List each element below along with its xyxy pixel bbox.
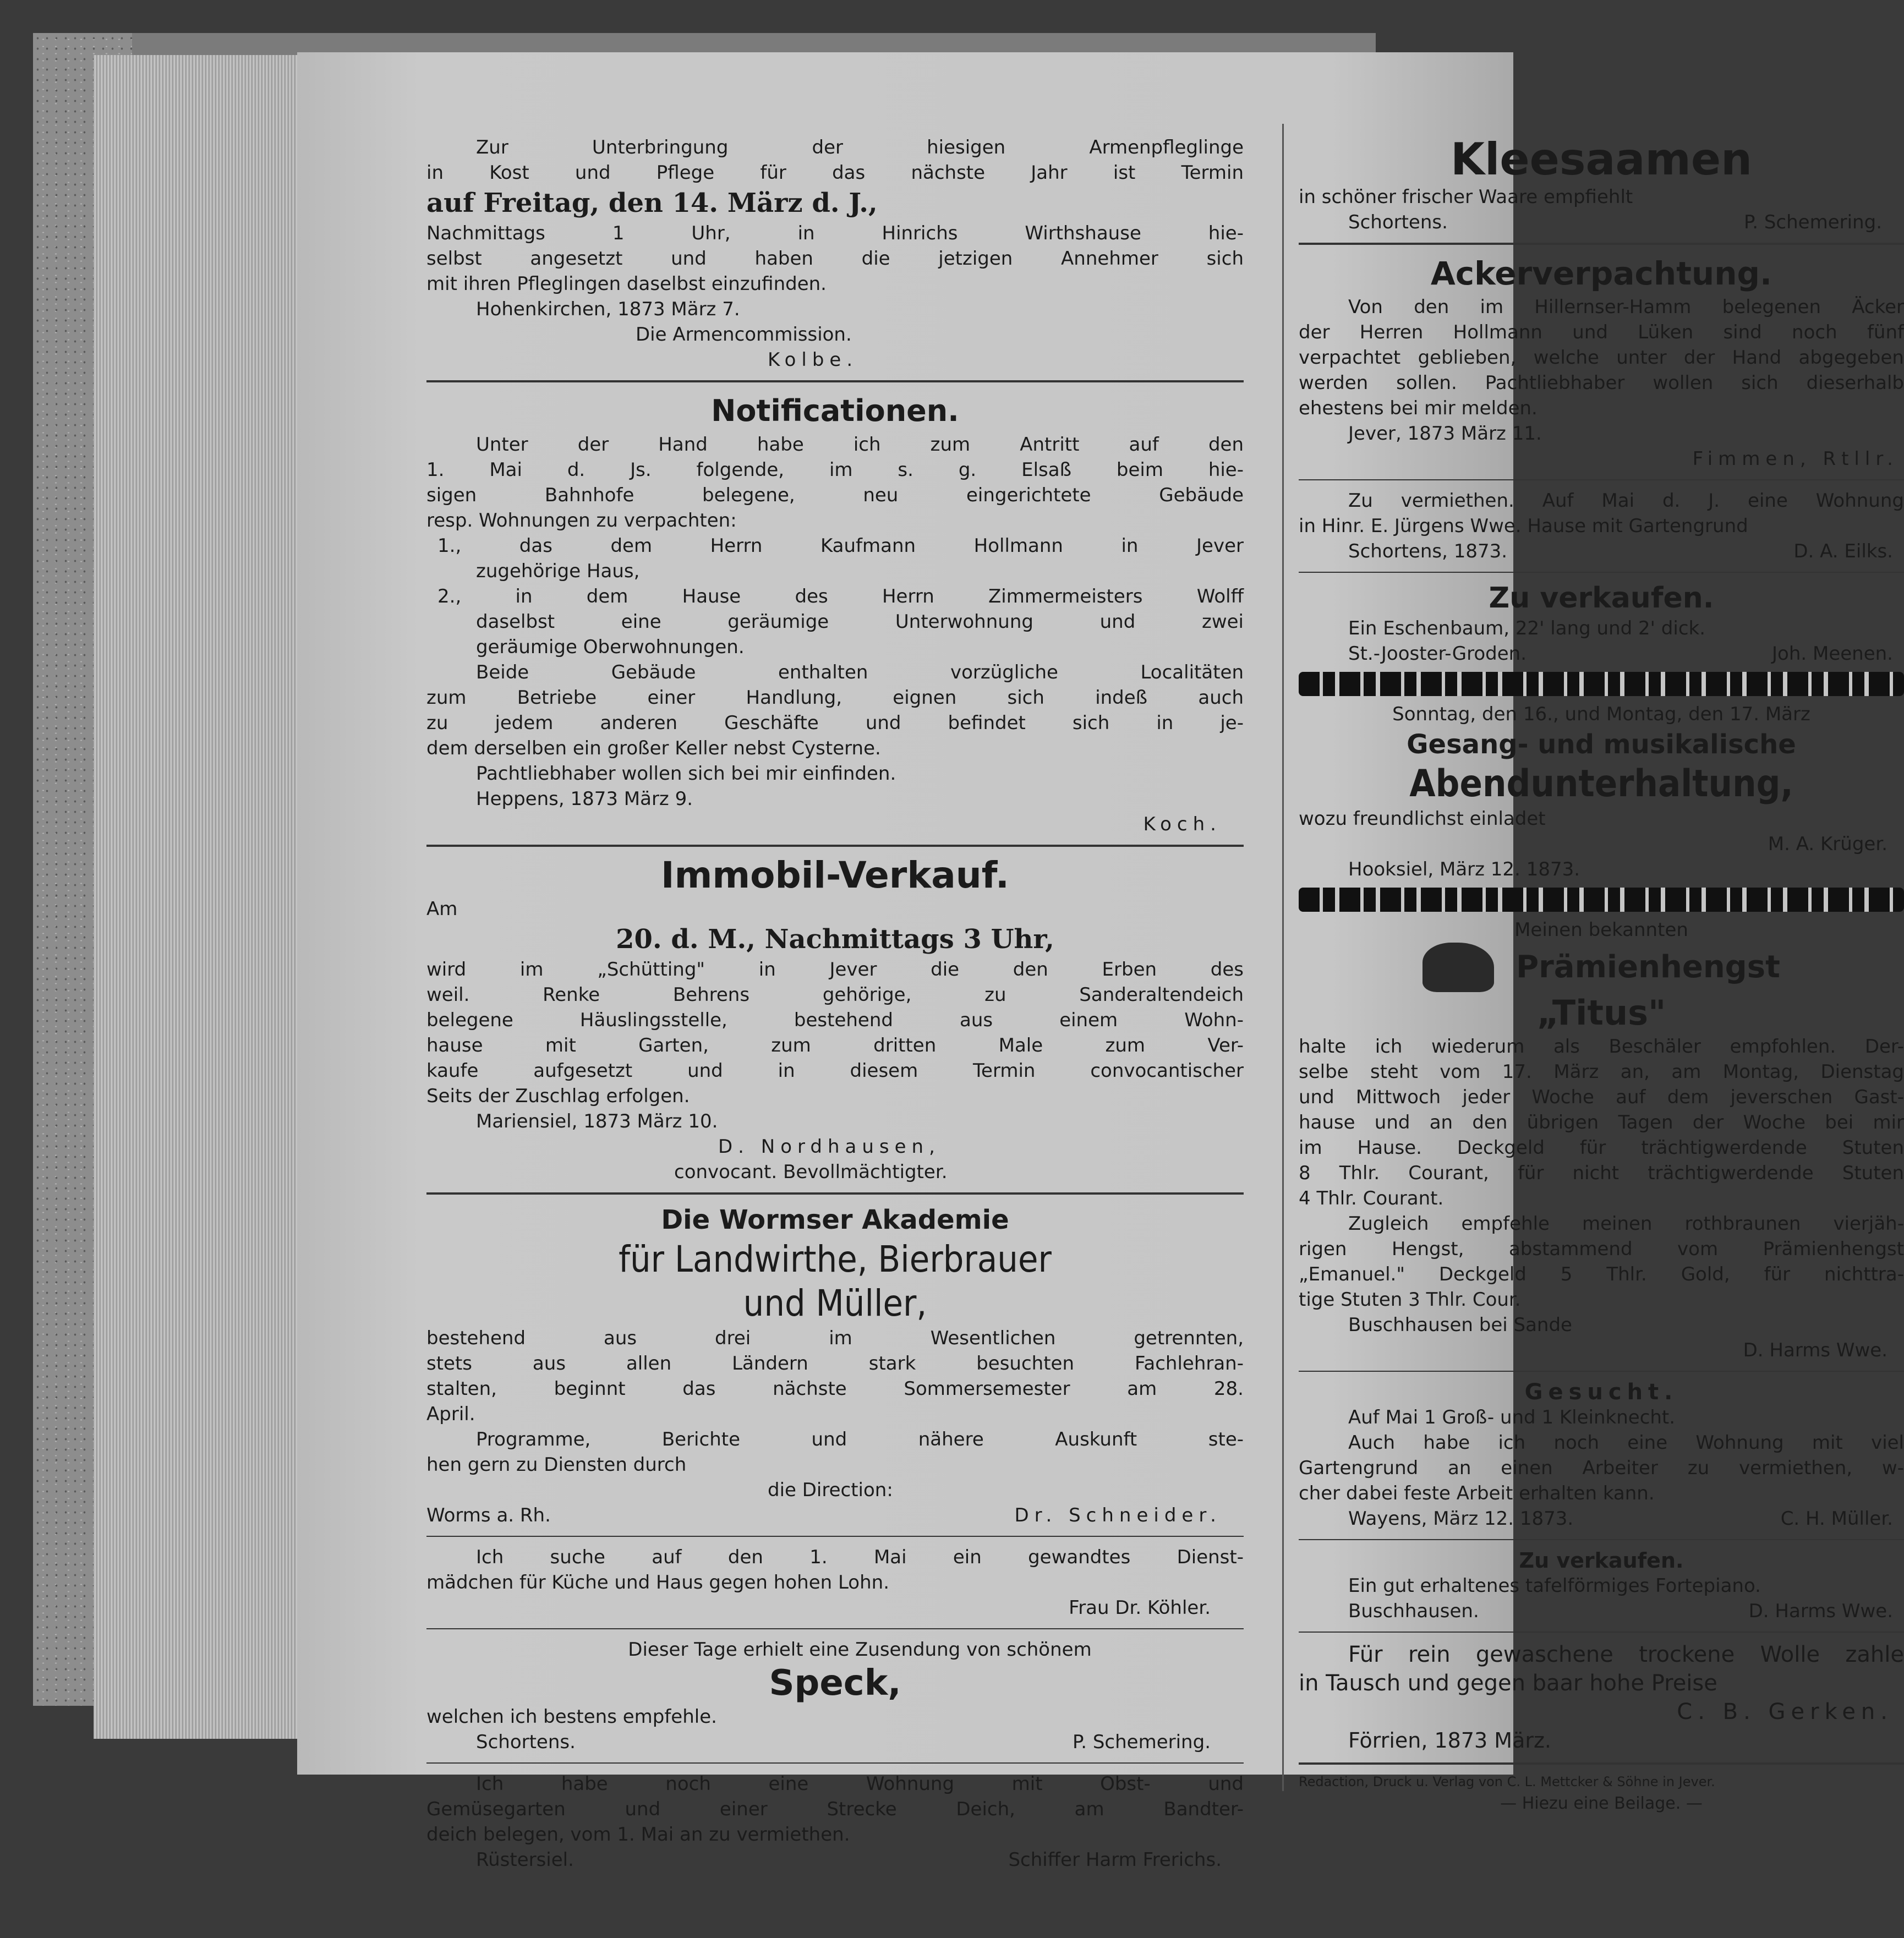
signature: Koch.: [1143, 813, 1222, 835]
notice-headline: für Landwirthe, Bierbrauer: [619, 1238, 1052, 1280]
text-line: Ich habe noch eine Wohnung mit Obst- und: [476, 1773, 1244, 1795]
organization: Die Armencommission.: [636, 324, 852, 346]
notice-immobil-verkauf: [426, 855, 1244, 1185]
divider: [426, 845, 1244, 847]
text-line: zugehörige Haus,: [476, 560, 640, 582]
signature: D. Harms Wwe.: [1748, 1600, 1893, 1622]
text-line: Nachmittags 1 Uhr, in Hinrichs Wirthshause hie-: [426, 222, 1244, 244]
place-date: Hohenkirchen, 1873 März 7.: [476, 298, 740, 320]
text-line: April.: [426, 1403, 475, 1425]
newspaper-page: [297, 52, 1904, 1871]
text-line: Seits der Zuschlag erfolgen.: [426, 1085, 690, 1107]
notice-headline: auf Freitag, den 14. März d. J.,: [426, 188, 878, 218]
text-line: Beide Gebäude enthalten vorzügliche Localitäten: [476, 661, 1244, 683]
signature: Fimmen, Rtllr.: [1692, 448, 1898, 470]
text-line: bestehend aus drei im Wesentlichen getrennten,: [426, 1327, 1244, 1349]
signature: Frau Dr. Köhler.: [1069, 1597, 1211, 1619]
notice-armenpflege: [426, 135, 1244, 373]
text-line: „Emanuel." Deckgeld 5 Thlr. Gold, für nichttra-: [1299, 1263, 1904, 1285]
signature-role: convocant. Bevollmächtigter.: [674, 1161, 948, 1183]
notice-wolle: [1299, 1640, 1904, 1755]
place-signature-row: [1299, 539, 1904, 564]
text-line: wird im „Schütting" in Jever die den Erben des: [426, 959, 1244, 981]
divider: [1299, 1539, 1904, 1540]
text-line: Ich suche auf den 1. Mai ein gewandtes Dienst-: [476, 1546, 1244, 1568]
imprint: Redaction, Druck u. Verlag von C. L. Mettcker & Söhne in Jever.: [1299, 1774, 1715, 1789]
divider: [426, 1628, 1244, 1629]
place-date: Hooksiel, März 12. 1873.: [1348, 858, 1580, 880]
notice-eschenbaum: [1299, 581, 1904, 666]
text-line: mit ihren Pfleglingen daselbst einzufinden.: [426, 273, 827, 295]
notice-title: Die Wormser Akademie: [661, 1205, 1009, 1235]
supplement-note: — Hiezu eine Beilage. —: [1500, 1794, 1703, 1813]
text-line: Zu vermiethen. Auf Mai d. J. eine Wohnung: [1348, 490, 1904, 512]
text-line: Programme, Berichte und nähere Auskunft ste-: [476, 1428, 1244, 1450]
notice-headline: Prämienhengst: [1516, 949, 1780, 985]
text-line: Dieser Tage erhielt eine Zusendung von schönem: [628, 1639, 1092, 1661]
text-line: Für rein gewaschene trockene Wolle zahle: [1348, 1642, 1904, 1667]
footer: [1299, 1772, 1904, 1816]
column-divider: [1282, 124, 1284, 1791]
text-line: sigen Bahnhofe belegene, neu eingerichtete Gebäude: [426, 484, 1244, 506]
headline-row: [1299, 943, 1904, 992]
divider: [1299, 1762, 1904, 1765]
place: Schortens, 1873.: [1348, 540, 1508, 562]
text-line: zum Betriebe einer Handlung, eignen sich indeß auch: [426, 687, 1244, 709]
text-line: Unter der Hand habe ich zum Antritt auf den: [476, 434, 1244, 456]
place: Schortens.: [1348, 211, 1448, 233]
text-line: in Tausch und gegen baar hohe Preise: [1299, 1671, 1717, 1696]
place: Buschhausen bei Sande: [1348, 1314, 1572, 1336]
notice-zu-vermiethen: [1299, 488, 1904, 564]
text-line: tige Stuten 3 Thlr. Cour.: [1299, 1289, 1521, 1311]
notice-headline: und Müller,: [743, 1282, 927, 1324]
text-line: kaufe aufgesetzt und in diesem Termin convocantischer: [426, 1060, 1244, 1082]
notice-title: Ackerverpachtung.: [1430, 255, 1772, 292]
text-line: 1., das dem Herrn Kaufmann Hollmann in Jever: [437, 535, 1244, 557]
text-line: in schöner frischer Waare empfiehlt: [1299, 186, 1633, 208]
notice-title: Gesucht.: [1524, 1379, 1678, 1405]
signature: Dr. Schneider.: [1014, 1504, 1222, 1526]
place-date: Heppens, 1873 März 9.: [476, 788, 693, 810]
text-line: selbe steht vom 17. März an, am Montag, Dienstag: [1299, 1061, 1904, 1083]
text-line: stets aus allen Ländern stark besuchten Fachlehran-: [426, 1353, 1244, 1375]
divider: [1299, 1632, 1904, 1633]
divider: [1299, 479, 1904, 480]
signature: D. A. Eilks.: [1793, 540, 1893, 562]
divider: [426, 1536, 1244, 1537]
text-line: dem derselben ein großer Keller nebst Cysterne.: [426, 737, 881, 759]
place-signature-row: [1299, 1598, 1904, 1624]
text-line: und Mittwoch jeder Woche auf dem jeverschen Gast-: [1299, 1086, 1904, 1108]
signature: C. B. Gerken.: [1677, 1699, 1893, 1725]
direction-label: die Direction:: [768, 1479, 893, 1501]
text-line: 2., in dem Hause des Herrn Zimmermeisters Wolff: [437, 585, 1244, 607]
place-signature-row: [426, 1729, 1244, 1755]
divider: [1299, 1371, 1904, 1372]
notice-headline: Gesang- und musikalische: [1407, 729, 1796, 760]
notice-headline: „Titus": [1536, 993, 1666, 1033]
text-line: wozu freundlichst einladet: [1299, 808, 1546, 830]
place-signature-row: [1299, 210, 1904, 235]
notice-speck: [426, 1637, 1244, 1755]
signature: M. A. Krüger.: [1768, 833, 1887, 855]
text-line: deich belegen, vom 1. Mai an zu vermiethen.: [426, 1824, 850, 1846]
place-date: Jever, 1873 März 11.: [1348, 423, 1542, 445]
text-line: resp. Wohnungen zu verpachten:: [426, 510, 737, 532]
horse-icon: [1422, 943, 1494, 992]
text-line: Ein Eschenbaum, 22' lang und 2' dick.: [1348, 617, 1706, 639]
text-line: stalten, beginnt das nächste Sommersemester am 28.: [426, 1378, 1244, 1400]
page-stack-edges: [94, 55, 314, 1739]
text-line: hen gern zu Diensten durch: [426, 1454, 687, 1476]
text-line: Meinen bekannten: [1514, 919, 1688, 941]
place: Rüstersiel.: [476, 1849, 574, 1871]
notice-ackerverpachtung: [1299, 253, 1904, 472]
text-line: der Herren Hollmann und Lüken sind noch fünf: [1299, 321, 1904, 343]
text-line: Pachtliebhaber wollen sich bei mir einfinden.: [476, 763, 896, 785]
text-line: Am: [426, 898, 458, 920]
text-line: im Hause. Deckgeld für trächtigwerdende Stuten: [1299, 1137, 1904, 1159]
notice-title: Zu verkaufen.: [1519, 1548, 1684, 1573]
place: Schortens.: [476, 1731, 576, 1753]
text-line: welchen ich bestens empfehle.: [426, 1706, 717, 1728]
text-line: in Kost und Pflege für das nächste Jahr ist Termin: [426, 162, 1244, 184]
notice-gesucht: [1299, 1379, 1904, 1531]
text-line: 4 Thlr. Courant.: [1299, 1187, 1444, 1209]
notice-dienstmaedchen: [426, 1545, 1244, 1621]
text-line: Zur Unterbringung der hiesigen Armenpfleglinge: [476, 136, 1244, 158]
signature: C. H. Müller.: [1780, 1508, 1893, 1530]
notice-title: Immobil-Verkauf.: [661, 854, 1009, 896]
notice-praemienhengst: [1299, 917, 1904, 1363]
signature: P. Schemering.: [1744, 211, 1882, 233]
text-line: Sonntag, den 16., und Montag, den 17. März: [1392, 703, 1810, 725]
place: Buschhausen.: [1348, 1600, 1479, 1622]
notice-title: Notificationen.: [711, 393, 959, 428]
place-signature-row: [426, 1847, 1244, 1873]
notice-headline: Speck,: [769, 1663, 901, 1704]
divider: [1299, 572, 1904, 573]
text-line: Auch habe ich noch eine Wohnung mit viel: [1348, 1432, 1904, 1454]
text-line: rigen Hengst, abstammend vom Prämienhengst: [1299, 1238, 1904, 1260]
place-signature-row: [426, 1503, 1244, 1528]
text-line: hause mit Garten, zum dritten Male zum Ver-: [426, 1034, 1244, 1056]
text-line: werden sollen. Pachtliebhaber wollen sich dieserhalb: [1299, 372, 1904, 394]
signature: Joh. Meenen.: [1772, 643, 1893, 665]
text-line: in Hinr. E. Jürgens Wwe. Hause mit Gartengrund: [1299, 515, 1748, 537]
text-line: ehestens bei mir melden.: [1299, 397, 1538, 419]
right-column: [1299, 52, 1904, 1816]
text-line: belegene Häuslingsstelle, bestehend aus einem Wohn-: [426, 1009, 1244, 1031]
signature: Kolbe.: [768, 349, 858, 371]
text-line: Von den im Hillernser-Hamm belegenen Äcker: [1348, 296, 1904, 318]
place: Worms a. Rh.: [426, 1504, 551, 1526]
text-line: Gemüsegarten und einer Strecke Deich, am Bandter-: [426, 1798, 1244, 1820]
text-line: 8 Thlr. Courant, für nicht trächtigwerdende Stuten: [1299, 1162, 1904, 1184]
signature: D. Nordhausen,: [718, 1136, 940, 1158]
notice-title: Kleesaamen: [1450, 134, 1753, 185]
notice-headline: Abendunterhaltung,: [1409, 762, 1793, 806]
text-line: halte ich wiederum als Beschäler empfohlen. Der-: [1299, 1036, 1904, 1058]
text-line: Zugleich empfehle meinen rothbraunen vierjäh-: [1348, 1213, 1904, 1235]
place: St.-Jooster-Groden.: [1348, 643, 1527, 665]
left-column: [426, 52, 1244, 1873]
notice-wohnung: [426, 1771, 1244, 1873]
text-line: selbst angesetzt und haben die jetzigen Annehmer sich: [426, 248, 1244, 270]
notice-wormser-akademie: [426, 1202, 1244, 1528]
text-line: weil. Renke Behrens gehörige, zu Sanderaltendeich: [426, 984, 1244, 1006]
text-line: Ein gut erhaltenes tafelförmiges Fortepiano.: [1348, 1575, 1761, 1597]
divider: [1299, 243, 1904, 245]
place-date: Förrien, 1873 März.: [1348, 1728, 1552, 1753]
notice-kleesaamen: [1299, 135, 1904, 235]
text-line: verpachtet geblieben, welche unter der Hand abgegeben: [1299, 347, 1904, 369]
notice-fortepiano: [1299, 1548, 1904, 1624]
signature: D. Harms Wwe.: [1743, 1339, 1887, 1361]
ornamental-border: [1299, 888, 1904, 912]
text-line: mädchen für Küche und Haus gegen hohen Lohn.: [426, 1572, 890, 1594]
notice-abendunterhaltung: [1299, 702, 1904, 882]
text-line: cher dabei feste Arbeit erhalten kann.: [1299, 1482, 1655, 1504]
signature: Schiffer Harm Frerichs.: [1008, 1849, 1222, 1871]
text-line: Auf Mai 1 Groß- und 1 Kleinknecht.: [1348, 1406, 1676, 1428]
ornamental-border: [1299, 672, 1904, 696]
signature: P. Schemering.: [1073, 1731, 1211, 1753]
place-signature-row: [1299, 1506, 1904, 1531]
place-date: Mariensiel, 1873 März 10.: [476, 1110, 718, 1132]
divider: [426, 1192, 1244, 1195]
text-line: daselbst eine geräumige Unterwohnung und zwei: [476, 611, 1244, 633]
text-line: zu jedem anderen Geschäfte und befindet sich in je-: [426, 712, 1244, 734]
place-signature-row: [1299, 641, 1904, 666]
notice-headline: 20. d. M., Nachmittags 3 Uhr,: [616, 924, 1054, 955]
place: Wayens, März 12. 1873.: [1348, 1508, 1574, 1530]
divider: [426, 1762, 1244, 1764]
text-line: hause und an den übrigen Tagen der Woche bei mir: [1299, 1112, 1904, 1134]
notice-title: Zu verkaufen.: [1489, 582, 1714, 615]
text-line: geräumige Oberwohnungen.: [476, 636, 745, 658]
divider: [426, 380, 1244, 382]
notice-notificationen: [426, 390, 1244, 837]
text-line: Gartengrund an einen Arbeiter zu vermiethen, w-: [1299, 1457, 1904, 1479]
text-line: 1. Mai d. Js. folgende, im s. g. Elsaß beim hie-: [426, 459, 1244, 481]
